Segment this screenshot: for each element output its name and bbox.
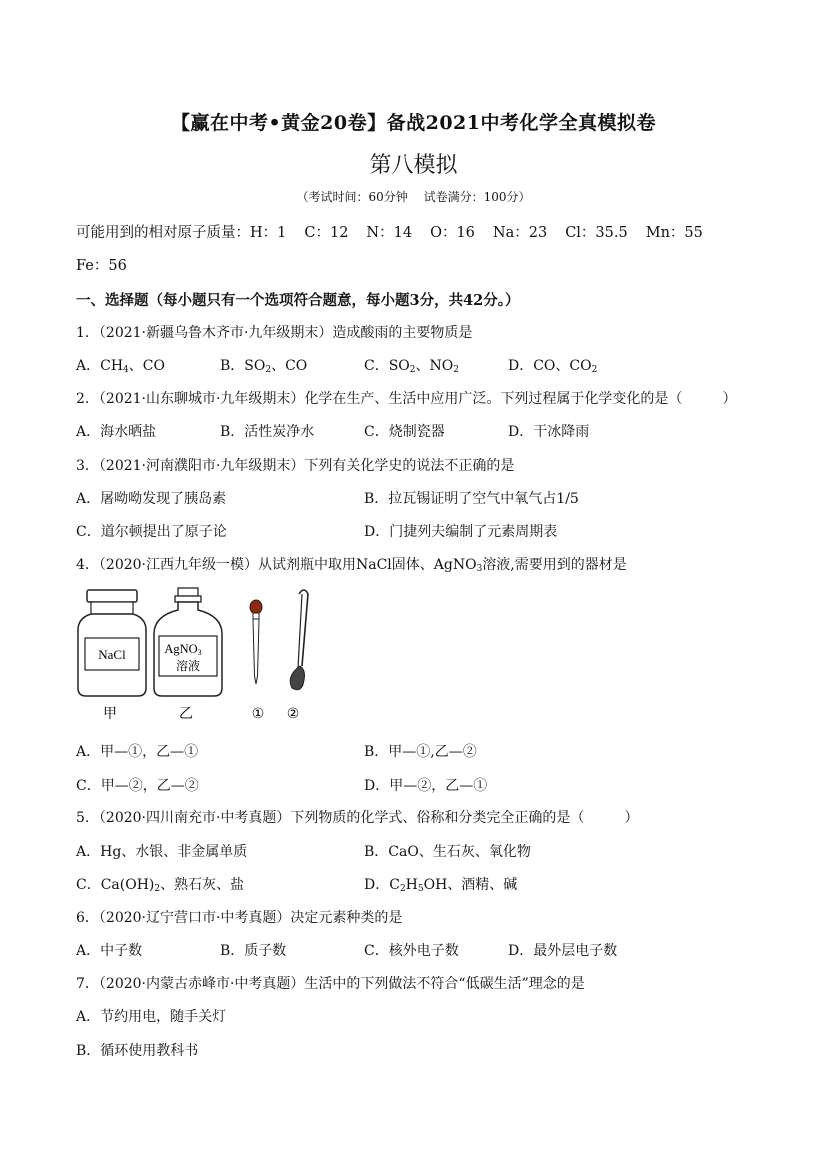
q7-option-b: B．循环使用教科书 — [76, 1043, 199, 1059]
q5-option-d: D．$C_2H_5OH$、酒精、碱 — [364, 877, 518, 894]
mass-na: Na：23 — [492, 225, 548, 241]
question-3-stem: 3．（2021·河南濮阳市·九年级期末）下列有关化学史的说法不正确的是 — [76, 458, 515, 474]
q4-option-c: C．甲—②，乙—② — [76, 778, 199, 794]
atomic-masses-line2: Fe：56 — [76, 258, 127, 274]
q3-option-c: C．道尔顿提出了原子论 — [76, 524, 227, 540]
lab-equipment-figure — [72, 584, 332, 724]
q5-option-b: B．CaO、生石灰、氧化物 — [364, 844, 531, 860]
question-2-stem: 2．（2021·山东聊城市·九年级期末）化学在生产、生活中应用广泛。下列过程属于化学变化的是（ ） — [76, 391, 737, 407]
page-title: 【赢在中考•黄金20卷】备战2021中考化学全真模拟卷 — [171, 112, 656, 134]
q2-option-c: C．烧制瓷器 — [364, 424, 445, 440]
label-jia: 甲 — [103, 706, 117, 722]
wide-mouth-bottle-icon — [78, 590, 146, 696]
q4-option-d: D．甲—②，乙—① — [364, 778, 488, 794]
question-7-stem: 7．（2020·内蒙古赤峰市·中考真题）生活中的下列做法不符合“低碳生活”理念的是 — [76, 976, 585, 992]
medicine-spoon-icon — [290, 590, 308, 690]
mass-n: N：14 — [366, 225, 413, 241]
q2-option-b: B．活性炭净水 — [220, 424, 315, 440]
mass-c: C：12 — [304, 225, 349, 241]
q6-option-d: D．最外层电子数 — [508, 943, 618, 959]
q4-option-a: A．甲—①，乙—① — [76, 744, 199, 760]
mass-h: H：1 — [250, 225, 287, 241]
q1-option-d: D．CO、$CO_2$ — [508, 358, 598, 375]
q3-option-d: D．门捷列夫编制了元素周期表 — [364, 524, 558, 540]
mass-mn: Mn：55 — [645, 225, 703, 241]
dropper-icon — [250, 600, 262, 684]
question-5-stem: 5．（2020·四川南充市·中考真题）下列物质的化学式、俗称和分类完全正确的是（ ） — [76, 810, 639, 826]
label-2: ② — [286, 706, 300, 722]
q1-option-c: C．$SO_2$、$NO_2$ — [364, 358, 459, 375]
masses-label: 可能用到的相对原子质量： — [76, 225, 250, 241]
q5-option-a: A．Hg、水银、非金属单质 — [76, 844, 248, 860]
q7-option-a: A．节约用电，随手关灯 — [76, 1009, 227, 1025]
mass-o: O：16 — [430, 225, 475, 241]
label-1: ① — [251, 706, 265, 722]
nacl-label: NaCl — [98, 647, 126, 662]
q1-option-a: A．$CH_4$、CO — [76, 358, 165, 375]
narrow-mouth-bottle-icon — [154, 588, 222, 696]
q5-option-c: C．$Ca(OH)_2$、熟石灰、盐 — [76, 877, 245, 894]
q3-option-a: A．屠呦呦发现了胰岛素 — [76, 491, 227, 507]
q3-option-b: B．拉瓦锡证明了空气中氧气占1/5 — [364, 491, 579, 507]
exam-time: （考试时间：60分钟 — [296, 190, 408, 204]
q2-option-a: A．海水晒盐 — [76, 424, 157, 440]
solution-label: 溶液 — [175, 659, 201, 673]
atomic-masses — [76, 221, 703, 242]
full-score: 试卷满分：100分） — [423, 190, 531, 204]
q6-option-b: B．质子数 — [220, 943, 287, 959]
mass-cl: Cl：35.5 — [565, 225, 628, 241]
section-heading: 一、选择题（每小题只有一个选项符合题意，每小题3分，共42分。） — [76, 292, 520, 309]
q6-option-a: A．中子数 — [76, 943, 143, 959]
label-yi: 乙 — [179, 706, 193, 722]
exam-info — [0, 188, 827, 205]
q2-option-d: D．干冰降雨 — [508, 424, 590, 440]
agno3-label: AgNO3 — [164, 642, 202, 657]
question-6-stem: 6．（2020·辽宁营口市·中考真题）决定元素种类的是 — [76, 910, 403, 926]
q6-option-c: C．核外电子数 — [364, 943, 459, 959]
question-1-stem: 1．（2021·新疆乌鲁木齐市·九年级期末）造成酸雨的主要物质是 — [76, 325, 473, 341]
question-4-stem: 4．（2020·江西九年级一模）从试剂瓶中取用NaCl固体、AgNO$_3$溶液,需要用到的器材是 — [76, 557, 627, 574]
q4-option-b: B．甲—①,乙—② — [364, 744, 477, 760]
page-subtitle: 第八模拟 — [369, 153, 458, 178]
q1-option-b: B．$SO_2$、CO — [220, 358, 308, 375]
